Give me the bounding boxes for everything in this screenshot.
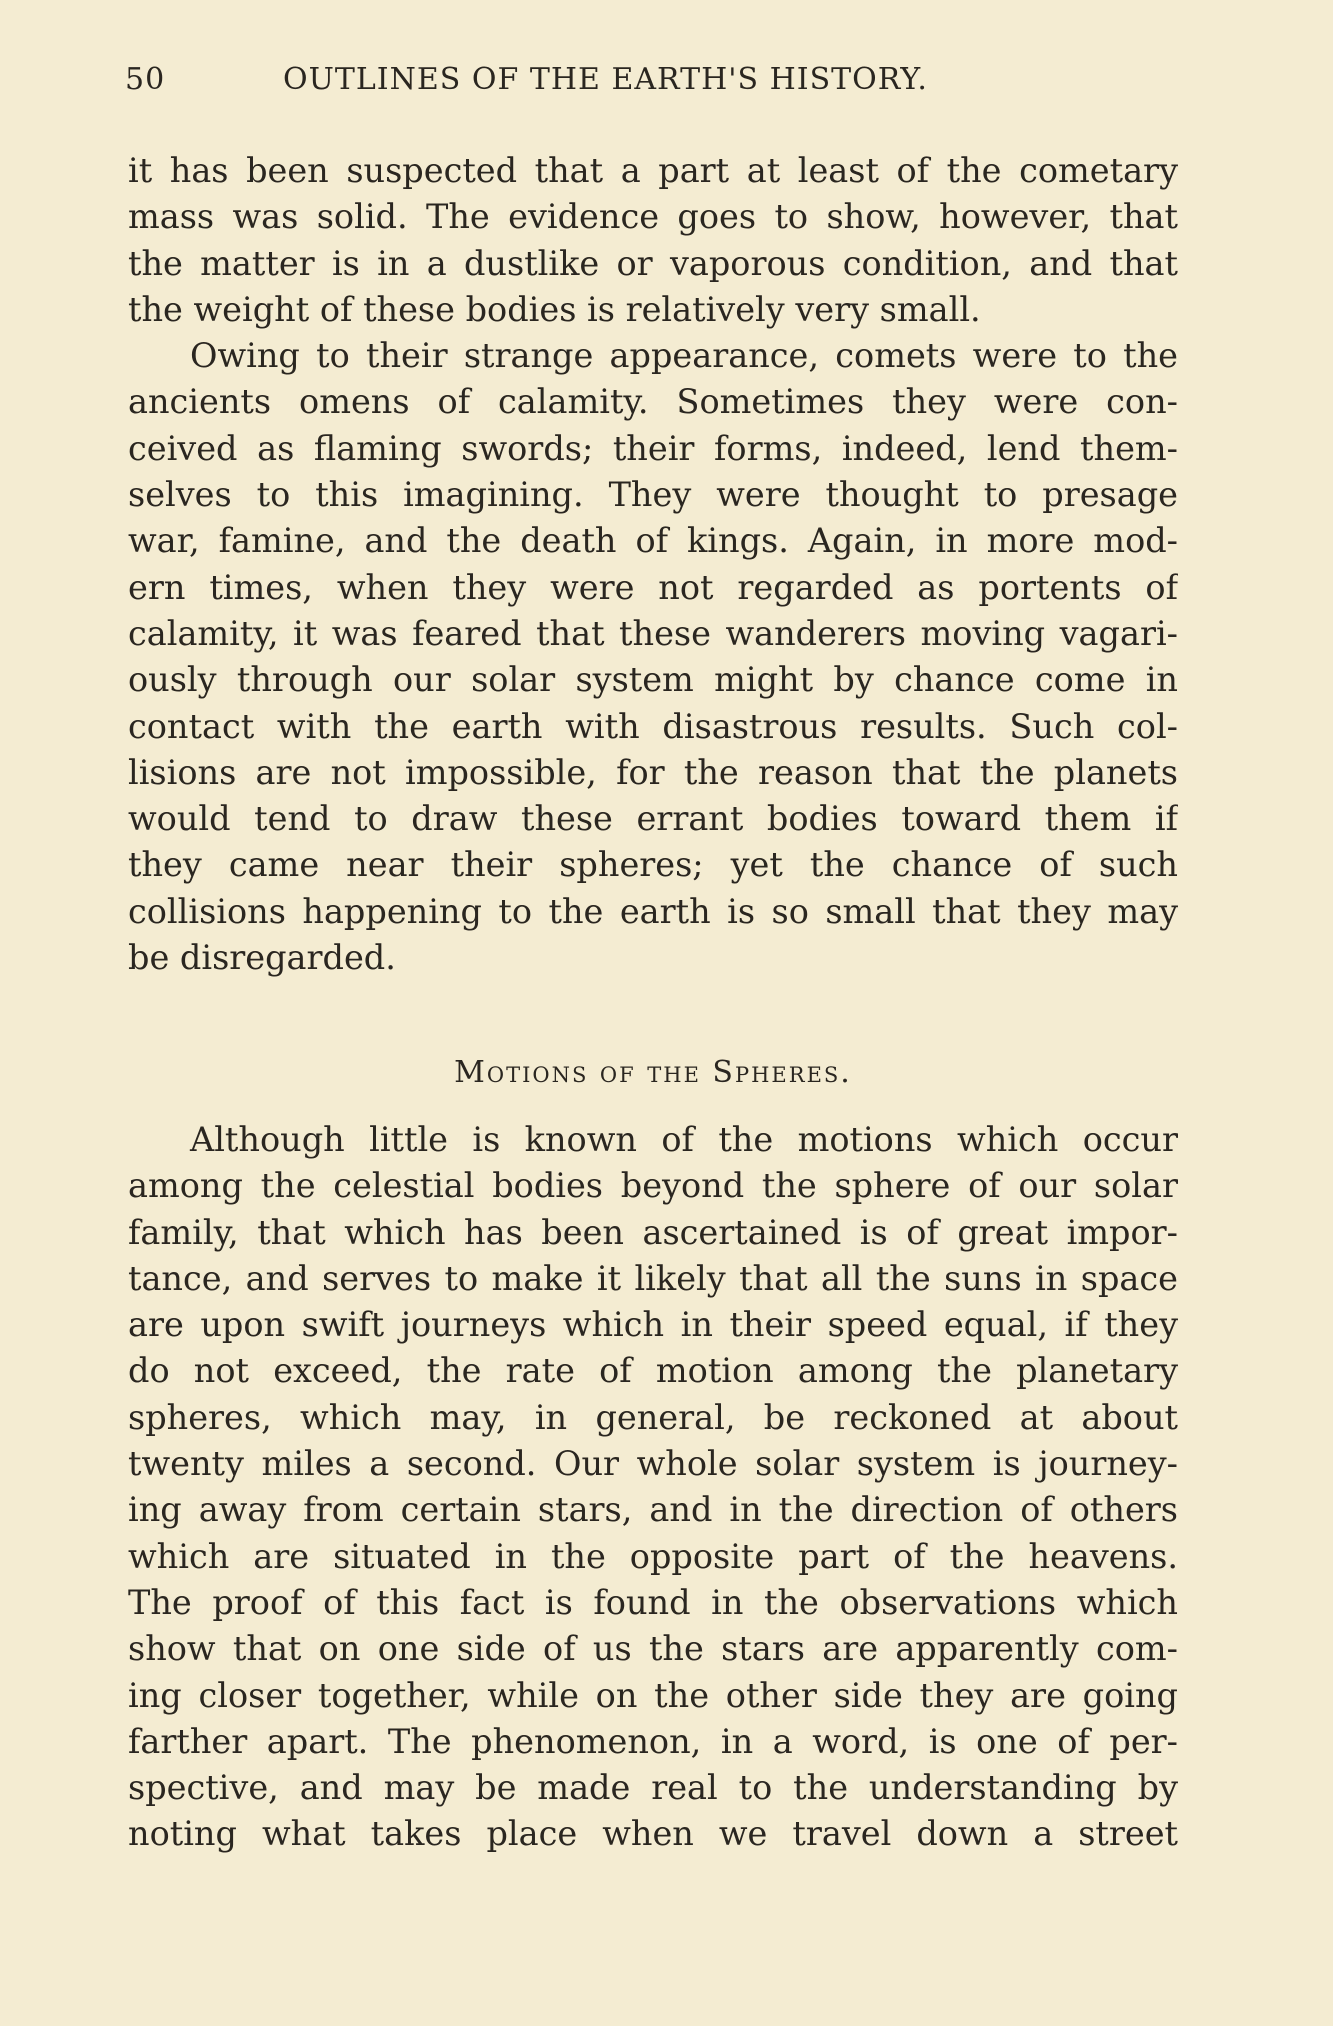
running-title: OUTLINES OF THE EARTH'S HISTORY.	[283, 62, 928, 97]
paragraph-comet-omens	[128, 333, 1178, 981]
text-line: the weight of these bodies is relatively very small.	[128, 289, 981, 329]
text-line: tance, and serves to make it likely that all the suns in space	[128, 1258, 1178, 1298]
text-line: ing away from certain stars, and in the direction of others	[128, 1490, 1178, 1530]
text-line: among the celestial bodies beyond the sphere of our solar	[128, 1166, 1178, 1206]
section-heading: Motions of the Spheres.	[454, 1055, 852, 1090]
text-line: Owing to their strange appearance, comets were to the	[190, 336, 1178, 376]
text-line: ern times, when they were not regarded as portents of	[128, 567, 1178, 607]
text-line: would tend to draw these errant bodies toward them if	[128, 799, 1178, 839]
text-line: the matter is in a dustlike or vaporous condition, and that	[128, 243, 1178, 283]
text-line: ceived as flaming swords; their forms, indeed, lend them-	[128, 428, 1178, 468]
paragraph-comet-matter	[128, 148, 1178, 333]
text-block-upper	[128, 148, 1178, 981]
text-line: ancients omens of calamity. Sometimes they were con-	[128, 382, 1178, 422]
text-line: family, that which has been ascertained is of great impor-	[128, 1212, 1178, 1252]
text-line: be disregarded.	[128, 938, 396, 978]
page-number: 50	[125, 62, 166, 97]
text-line: twenty miles a second. Our whole solar system is journey-	[128, 1444, 1178, 1484]
text-block-lower	[128, 1117, 1178, 1858]
text-line: lisions are not impossible, for the reason that the planets	[128, 752, 1178, 792]
text-line: do not exceed, the rate of motion among the planetary	[128, 1351, 1178, 1391]
text-line: spective, and may be made real to the understanding by	[128, 1768, 1178, 1808]
text-line: collisions happening to the earth is so small that they may	[128, 891, 1178, 931]
text-line: contact with the earth with disastrous results. Such col-	[128, 706, 1178, 746]
text-line: are upon swift journeys which in their speed equal, if they	[128, 1305, 1178, 1345]
text-line: mass was solid. The evidence goes to show, however, that	[128, 197, 1178, 237]
paragraph-motions	[128, 1117, 1178, 1858]
running-head	[125, 62, 1175, 106]
text-line: selves to this imagining. They were thought to presage	[128, 475, 1178, 515]
text-line: calamity, it was feared that these wanderers moving vagari-	[128, 613, 1178, 653]
text-line: it has been suspected that a part at least of the cometary	[128, 151, 1178, 190]
text-line: farther apart. The phenomenon, in a word, is one of per-	[128, 1721, 1178, 1761]
text-line: Although little is known of the motions which occur	[190, 1120, 1178, 1159]
text-line: ously through our solar system might by chance come in	[128, 660, 1178, 700]
text-line: which are situated in the opposite part of the heavens.	[128, 1536, 1178, 1576]
text-line: show that on one side of us the stars are apparently com-	[128, 1629, 1178, 1669]
text-line: war, famine, and the death of kings. Again, in more mod-	[128, 521, 1178, 561]
text-line: they came near their spheres; yet the chance of such	[128, 845, 1178, 885]
text-line: spheres, which may, in general, be reckoned at about	[128, 1397, 1178, 1437]
text-line: noting what takes place when we travel down a street	[128, 1814, 1178, 1854]
text-line: The proof of this fact is found in the observations which	[128, 1582, 1178, 1622]
text-line: ing closer together, while on the other side they are going	[128, 1675, 1178, 1715]
